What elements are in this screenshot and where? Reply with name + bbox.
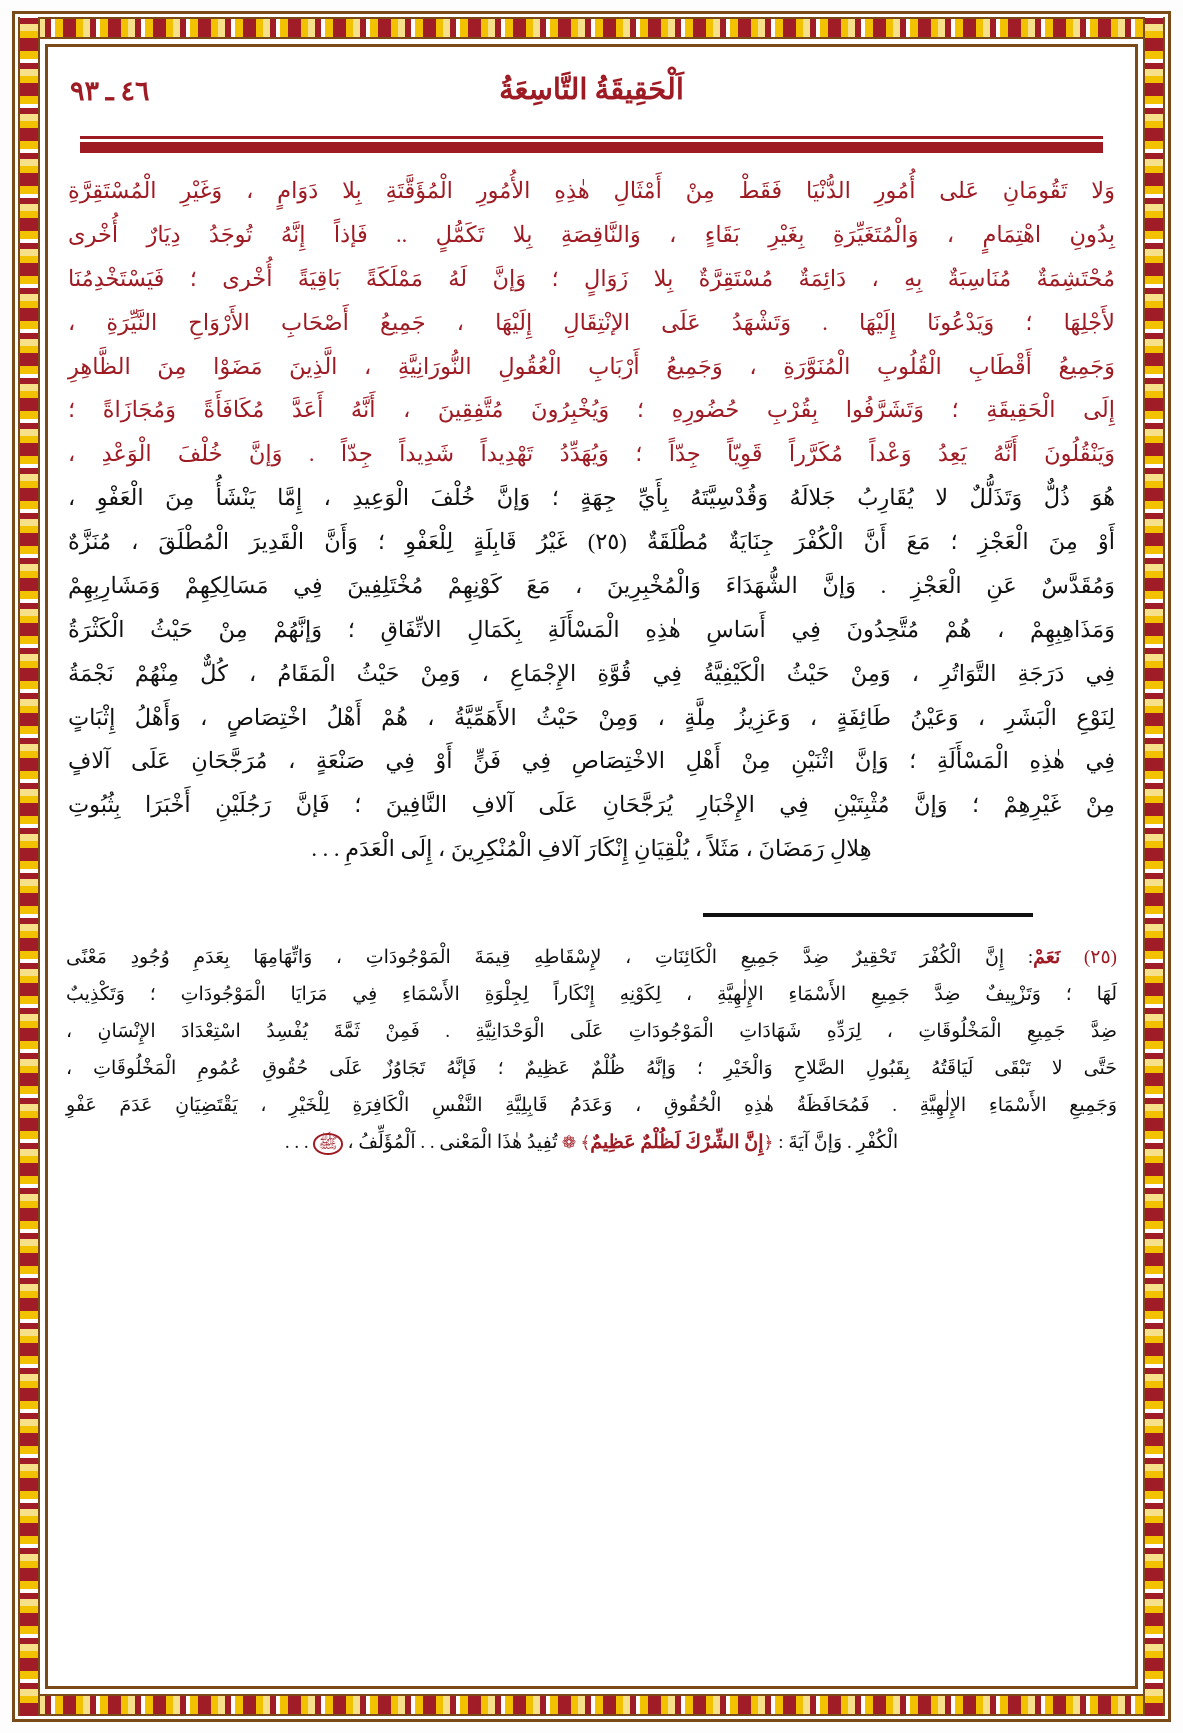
footnote-final-before: الْكُفْرِ . وَإنَّ آيَةَ : bbox=[773, 1132, 899, 1154]
footnote-line: ضِدَّ جَمِيعِ الْمَخْلُوقَاتِ ، لِرَدِّهِ شَهَادَاتِ الْمَوْجُودَاتِ عَلَى الْوَحْدَانِيَّةِ . فَمِنْ ثَمَّةَ يُفْسِدُ اسْتِعْدَادَ الإِنْسَانِ ، bbox=[66, 1021, 1117, 1043]
chapter-title: اَلْحَقِيقَةُ التَّاسِعَةُ bbox=[499, 74, 684, 106]
footnote-final-line bbox=[66, 1124, 1117, 1161]
footnote-line: وَجَمِيعِ الأَسْمَاءِ الإِلٰهِيَّةِ . فَمُحَافَظَةُ هٰذِهِ الْحُقُوقِ ، وَعَدَمُ قَابِلِيَّةِ النَّفْسِ الْكَافِرَةِ لِلْخَيْرِ ، يَقْتَضِيَانِ عَدَمَ عَفْوِ bbox=[66, 1095, 1117, 1117]
page-header bbox=[62, 60, 1121, 122]
body-line: وَمَذَاهِبِهِمْ ، هُمْ مُتَّحِدُونَ فِي أَسَاسِ هٰذِهِ الْمَسْأَلَةِ بِكَمَالِ الاتِّفَاقِ ؛ وَإنَّهُمْ مِنْ حَيْثُ الْكَثْرَةُ bbox=[68, 616, 1115, 642]
verse-flower-ornament: ❁ bbox=[557, 1133, 581, 1153]
page-number: ٤٦ ـ ٩٣ bbox=[70, 76, 150, 106]
page-content bbox=[62, 60, 1121, 1673]
footnote-final-after: تُفِيدُ هٰذَا الْمَعْنى . . اَلْمُؤَلِّفُ ، bbox=[342, 1132, 558, 1154]
decorative-chain-border-bottom bbox=[18, 1694, 1165, 1716]
footnote-final-ellipsis: . . . bbox=[284, 1132, 314, 1154]
body-line: فِي دَرَجَةِ التَّوَاتُرِ ، وَمِنْ حَيْثُ الْكَيْفِيَّةُ فِي قُوَّةِ الإِجْمَاعِ ، وَمِنْ حَيْثُ الْمَقَامُ ، كُلٌّ مِنْهُمْ نَجْمَةُ bbox=[68, 660, 1115, 686]
header-rule-thin bbox=[80, 136, 1103, 139]
main-body-text bbox=[62, 169, 1121, 871]
header-rule-thick bbox=[80, 142, 1103, 153]
body-line: لأَجْلِهَا ؛ وَيَدْعُونَا إِلَيْهَا . وَتَشْهَدُ عَلَى الإنْتِقَالِ إِلَيْهَا ، جَمِيعُ أَصْحَابِ الأَرْوَاحِ النَّيِّرَةِ ، bbox=[68, 309, 1115, 335]
verse-ornament-close: ﴾ bbox=[580, 1133, 591, 1153]
verse-ornament-open: ﴿ bbox=[763, 1133, 774, 1153]
body-line: وَلا تَقُومَانِ عَلى أُمُورِ الدُّنْيَا فَقَطْ مِنْ أَمْثَالِ هٰذِهِ الأُمُورِ الْمُؤَقَّتَةِ بِلا دَوَامٍ ، وَغَيْرِ الْمُسْتَقِرَّةِ bbox=[68, 178, 1115, 203]
footnote-separator bbox=[703, 913, 1033, 917]
quranic-verse: إِنَّ الشِّرْكَ لَظُلْمٌ عَظِيمٌ bbox=[590, 1132, 764, 1154]
body-line: مِنْ غَيْرِهِمْ ؛ وَإنَّ مُثْبِتَيْنِ فِي الإِخْبَارِ يُرَجَّحَانِ عَلَى آلافِ النَّافِينَ ؛ فَإنَّ رَجُلَيْنِ أَخْبَرَا بِثُبُوتِ bbox=[68, 792, 1115, 818]
body-line: وَمُقَدَّسٌ عَنِ الْعَجْزِ . وَإنَّ الشُّهَدَاءَ وَالْمُخْبِرِينَ ، مَعَ كَوْنِهِمْ مُخْتَلِفِينَ فِي مَسَالِكِهِمْ وَمَشَارِبِهِمْ bbox=[68, 572, 1115, 598]
footnote-line: لَهَا ؛ وَتَزْيِيفٌ ضِدَّ جَمِيعِ الأَسْمَاءِ الإِلٰهِيَّةِ ، لِكَوْنِهِ إِنْكَاراً لِجِلْوَةِ الأَسْمَاءِ فِي مَرَايَا الْمَوْجُودَاتِ ؛ وَتَكْذِيبٌ bbox=[66, 984, 1117, 1006]
footnote-lead-word: نَعَمْ bbox=[1033, 947, 1084, 968]
body-line: هُوَ ذُلٌّ وَتَذَلُّلٌ لا يُقَارِبُ جَلالَهُ وَقُدْسِيَّتَهُ بِأَيِّ جِهَةٍ ؛ وَإنَّ خُلْفَ الْوَعِيدِ ، إِمَّا يَنْشَأُ مِنَ الْعَفْوِ ، bbox=[68, 485, 1115, 511]
body-line: مُحْتَشِمَةٌ مُنَاسِبَةٌ بِهِ ، دَائِمَةٌ مُسْتَقِرَّةٌ بِلا زَوَالٍ ؛ وَإنَّ لَهُ مَمْلَكَةً بَاقِيَةً أُخْرى ؛ فَيَسْتَخْدِمُنَا bbox=[68, 265, 1115, 291]
body-line: وَجَمِيعُ أَقْطَابِ الْقُلُوبِ الْمُنَوَّرَةِ ، وَجَمِيعُ أَرْبَابِ الْعُقُولِ النُّورَانِيَّةِ ، الَّذِينَ مَضَوْا مِنَ الظَّاهِرِ bbox=[68, 353, 1115, 379]
body-line: لِنَوْعِ الْبَشَرِ ، وَعَيْنُ طَائِفَةٍ ، وَعَزِيزُ مِلَّةٍ ، وَمِنْ حَيْثُ الأَهَمِّيَّةُ ، هُمْ أَهْلُ اخْتِصَاصٍ ، وَأَهْلُ إِثْبَاتٍ bbox=[68, 704, 1115, 730]
decorative-chain-border-left bbox=[18, 17, 40, 1716]
honorific-icon: ﷺ bbox=[313, 1133, 342, 1155]
body-line: هِلالِ رَمَضَانَ ، مَثَلاً ، يُلْقِيَانِ إِنْكَارَ آلافِ الْمُنْكِرِينَ ، إِلَى الْعَدَمِ . . . bbox=[311, 836, 872, 862]
footnote-line bbox=[66, 939, 1117, 976]
footnote-line: حَتَّى لا تَبْقَى لَيَاقَتُهُ بِقَبُولِ الصَّلاحِ وَالْخَيْرِ ؛ وَإنَّهُ ظُلْمٌ عَظِيمٌ ؛ فَإنَّهُ تَجَاوُزٌ عَلَى حُقُوقِ عُمُومِ الْمَخْلُوقَاتِ ، bbox=[66, 1058, 1117, 1080]
body-line: وَيَنْقُلُونَ أَنَّهُ يَعِدُ وَعْداً مُكَرَّراً قَوِيّاً جِدّاً ؛ وَيُهَدِّدُ تَهْدِيداً شَدِيداً جِدّاً . وَإنَّ خُلْفَ الْوَعْدِ ، bbox=[68, 441, 1115, 467]
body-line: أَوْ مِنَ الْعَجْزِ ؛ مَعَ أَنَّ الْكُفْرَ جِنَايَةٌ مُطْلَقَةٌ (٢٥) غَيْرُ قَابِلَةٍ لِلْعَفْوِ ؛ وَأَنَّ الْقَدِيرَ الْمُطْلَقَ ، مُنَزَّهٌ bbox=[68, 529, 1115, 554]
body-line: إِلَى الْحَقِيقَةِ ؛ وَتَشَرَّفُوا بِقُرْبِ حُضُورِهِ ؛ وَيُخْبِرُونَ مُتَّفِقِينَ ، أَنَّهُ أَعَدَّ مُكَافَأَةً وَمُجَازَاةً ؛ bbox=[68, 397, 1115, 423]
body-line: بِدُونِ اهْتِمَامٍ ، وَالْمُتَغَيِّرَةِ بِغَيْرِ بَقَاءٍ ، وَالنَّاقِصَةِ بِلا تَكَمُّلٍ .. فَإذاً إِنَّهُ تُوجَدُ دِيَارٌ أُخْرى bbox=[68, 221, 1115, 247]
decorative-chain-border-right bbox=[1143, 17, 1165, 1716]
footnote-text: : إِنَّ الْكُفْرَ تَحْقِيرٌ ضِدَّ جَمِيعِ الْكَائِنَاتِ ، لإِسْقَاطِهِ قِيمَةَ الْمَوْجُودَاتِ ، وَاتِّهَامِهَا بِعَدَمِ وُجُودِ مَعْنًى bbox=[66, 947, 1034, 968]
footnote-block bbox=[62, 939, 1121, 1161]
footnote-number: (٢٥) bbox=[1083, 947, 1117, 968]
body-line: فِي هٰذِهِ الْمَسْأَلَةِ ؛ وَإنَّ اثْنَيْنِ مِنْ أَهْلِ الاخْتِصَاصِ فِي فَنٍّ أَوْ فِي صَنْعَةٍ ، مُرَجَّحَانِ عَلَى آلافٍ bbox=[68, 748, 1115, 774]
decorative-chain-border-top bbox=[18, 17, 1165, 39]
